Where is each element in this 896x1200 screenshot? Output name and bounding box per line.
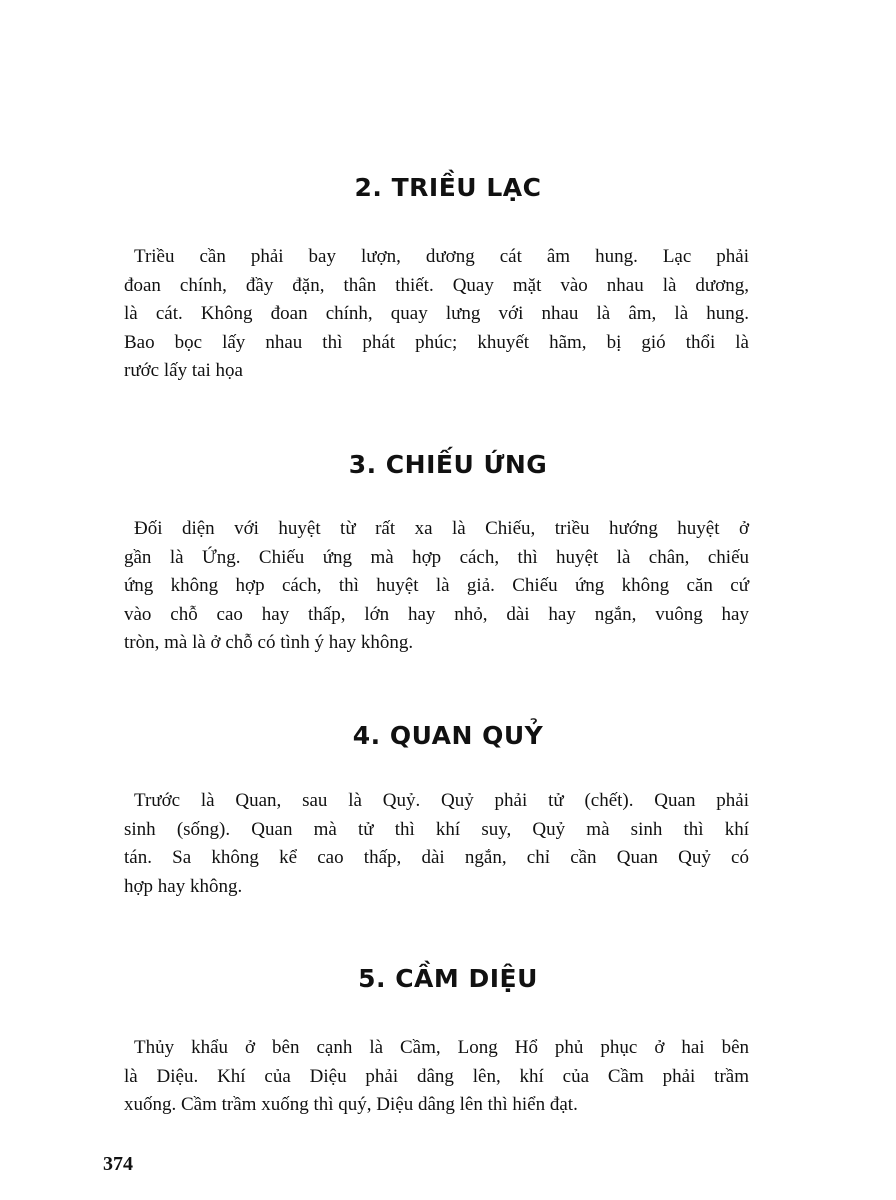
paragraph-quan-quy — [124, 787, 749, 901]
text-line: sinh (sống). Quan mà tử thì khí suy, Quỷ mà sinh thì khí — [124, 818, 749, 840]
text-line: Trước là Quan, sau là Quỷ. Quỷ phải tử (chết). Quan phải — [134, 790, 749, 811]
section-heading-cam-dieu: 5. CẦM DIỆU — [358, 964, 538, 993]
section-heading-chieu-ung: 3. CHIẾU ỨNG — [348, 450, 548, 479]
text-line: Bao bọc lấy nhau thì phát phúc; khuyết hãm, bị gió thổi là — [124, 331, 749, 353]
paragraph-cam-dieu — [124, 1034, 749, 1120]
section-heading-quan-quy: 4. QUAN QUỶ — [352, 721, 544, 750]
text-line: xuống. Cầm trầm xuống thì quý, Diệu dâng lên thì hiển đạt. — [124, 1094, 578, 1115]
section-heading-trieu-lac: 2. TRIỀU LẠC — [354, 173, 542, 202]
text-line: là cát. Không đoan chính, quay lưng với nhau là âm, là hung. — [124, 303, 749, 324]
text-line: gần là Ứng. Chiếu ứng mà hợp cách, thì huyệt là chân, chiếu — [124, 546, 749, 568]
paragraph-trieu-lac — [124, 243, 749, 386]
text-line: ứng không hợp cách, thì huyệt là giả. Chiếu ứng không căn cứ — [124, 575, 749, 596]
paragraph-chieu-ung — [124, 515, 749, 658]
text-line: tán. Sa không kể cao thấp, dài ngắn, chỉ cần Quan Quỷ có — [124, 847, 749, 868]
text-line: Triều cần phải bay lượn, dương cát âm hung. Lạc phải — [134, 246, 749, 267]
text-line: Đối diện với huyệt từ rất xa là Chiếu, triều hướng huyệt ở — [134, 518, 749, 539]
text-line: tròn, mà là ở chỗ có tình ý hay không. — [124, 632, 414, 653]
text-line: vào chỗ cao hay thấp, lớn hay nhỏ, dài hay ngắn, vuông hay — [124, 603, 749, 625]
page-number: 374 — [103, 1153, 133, 1175]
text-line: là Diệu. Khí của Diệu phải dâng lên, khí của Cầm phải trầm — [124, 1065, 749, 1087]
text-line: đoan chính, đầy đặn, thân thiết. Quay mặt vào nhau là dương, — [124, 274, 749, 296]
text-line: Thủy khẩu ở bên cạnh là Cầm, Long Hổ phủ phục ở hai bên — [134, 1037, 749, 1058]
text-line: rước lấy tai họa — [124, 360, 243, 381]
text-line: hợp hay không. — [124, 875, 243, 897]
